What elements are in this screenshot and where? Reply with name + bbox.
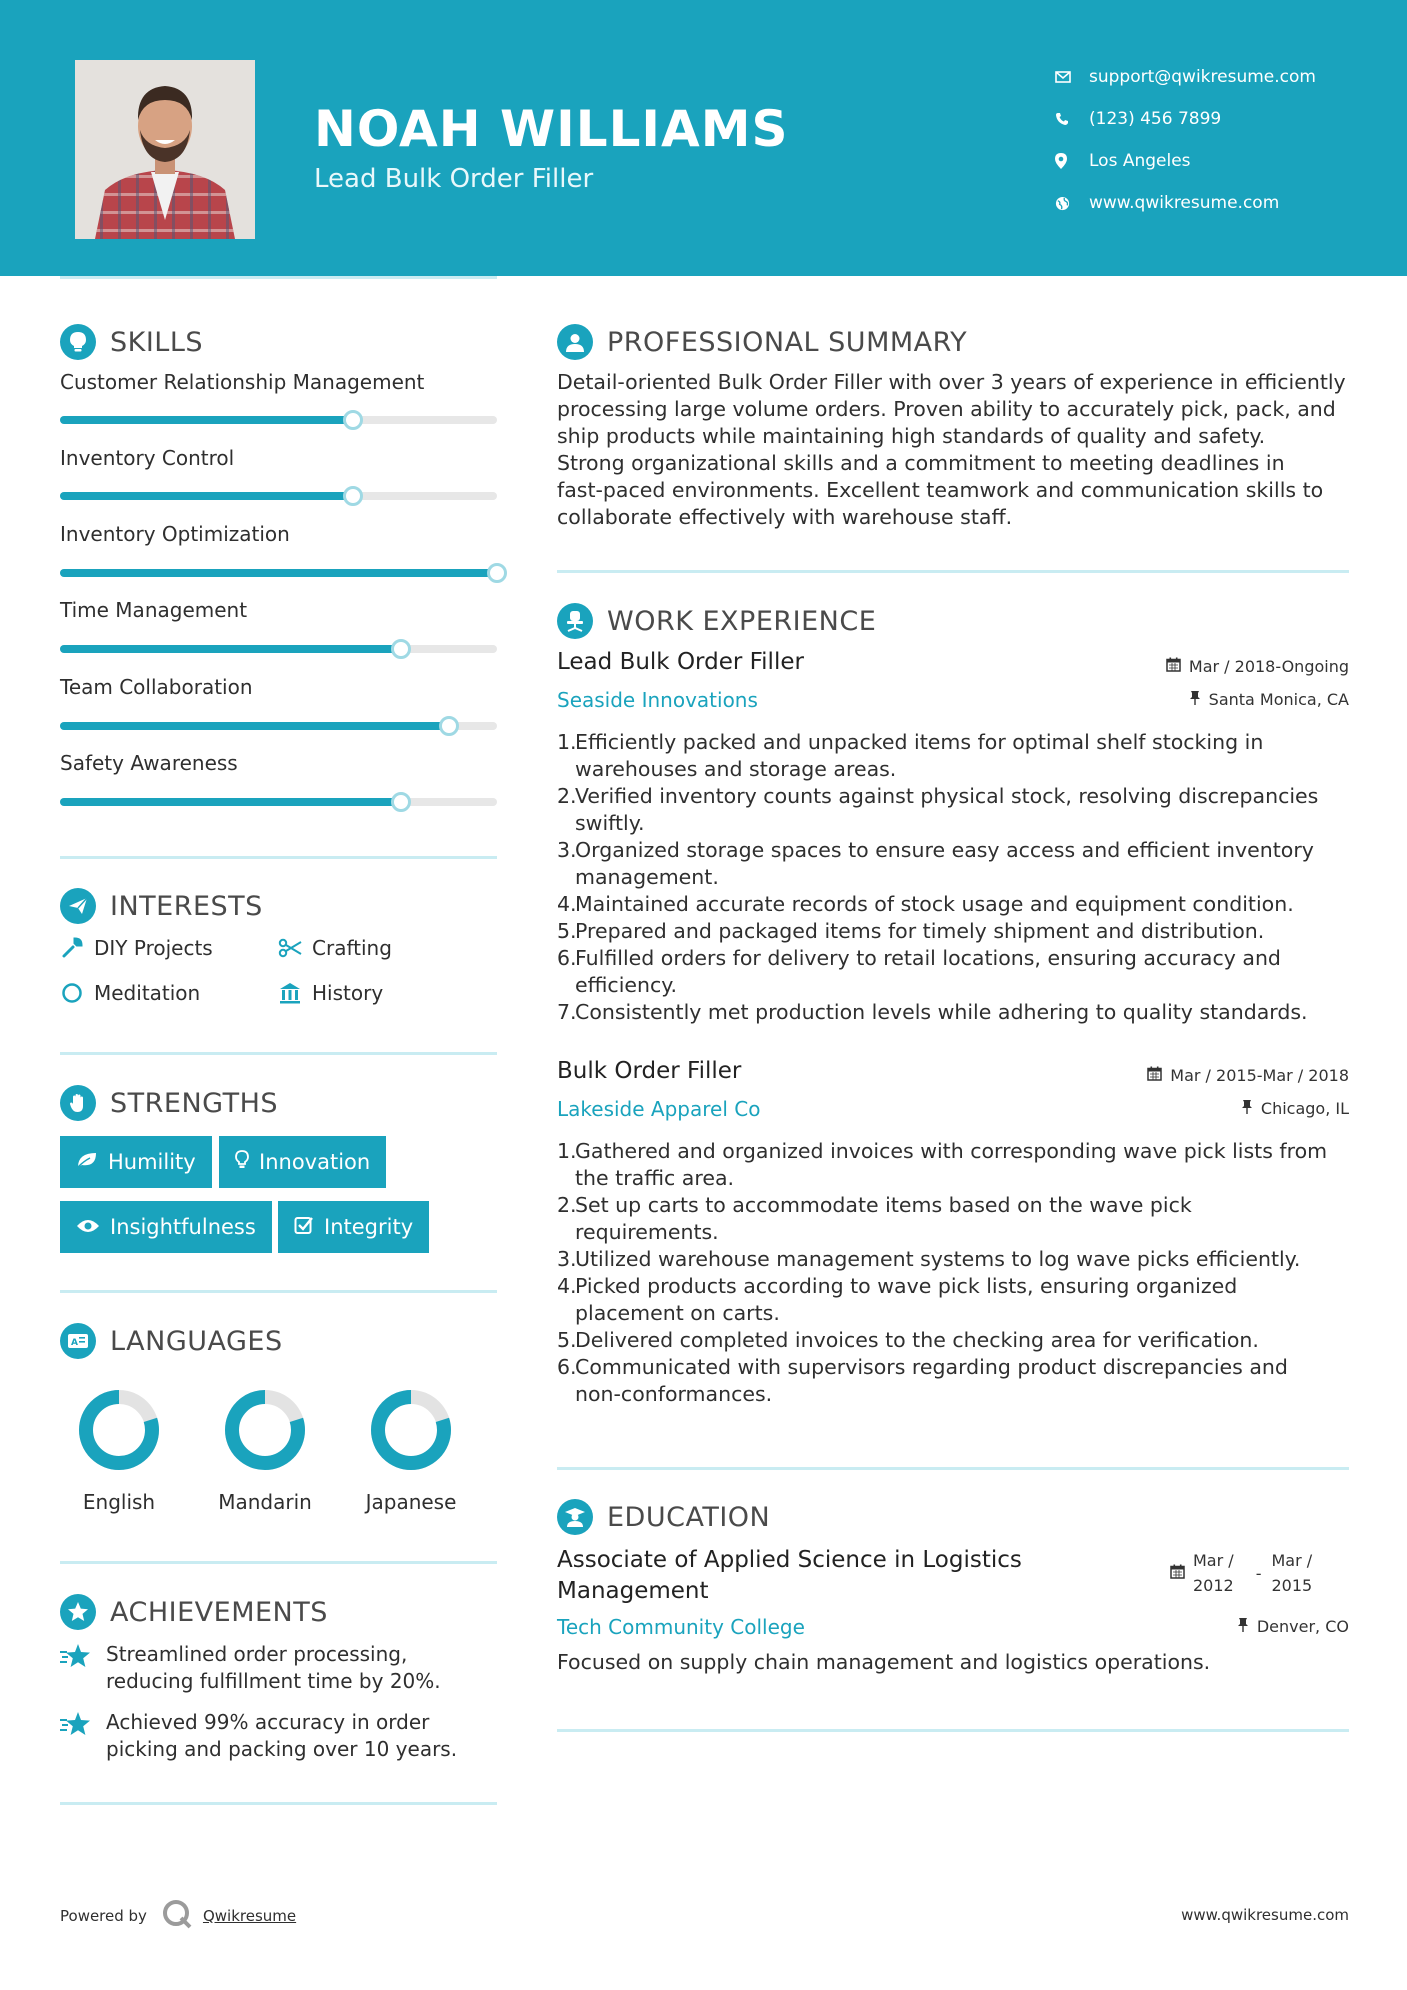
list-item: 4. Picked products according to wave pick lists, ensuring organized placement on carts. [557,1274,1238,1325]
map-pin-icon [1055,151,1089,171]
check-square-icon [294,1215,314,1240]
skill-label: Time Management [60,598,248,622]
globe-icon [1055,193,1089,213]
languages-heading [60,1323,283,1359]
skill-bar-knob [439,716,459,736]
job-dates [1147,1066,1349,1085]
hand-icon [60,1085,96,1121]
skill-bar [60,492,497,500]
star-icon [60,1709,94,1763]
contact-phone-text: (123) 456 7899 [1089,109,1222,129]
interest-label: Crafting [312,936,392,960]
job-dates-text: Mar / 2015-Mar / 2018 [1170,1066,1349,1085]
skill-bar [60,722,497,730]
list-item: 3. Organized storage spaces to ensure easy access and efficient inventory management. [557,838,1314,889]
list-item: 2. Verified inventory counts against physical stock, resolving discrepancies swiftly. [557,784,1319,835]
skills-title: SKILLS [110,326,204,358]
footer-website[interactable]: www.qwikresume.com [1181,1906,1349,1924]
skill-bar-knob [343,410,363,430]
languages-divider [60,1561,497,1564]
skill-bar [60,416,497,424]
strength-tag [60,1136,212,1188]
strength-label: Innovation [259,1150,371,1174]
achievement-item [60,1641,441,1695]
list-item: 1. Efficiently packed and unpacked items for optimal shelf stocking in warehouses and storage areas. [557,730,1264,781]
summary-heading [557,324,967,360]
education-heading [557,1499,770,1535]
skill-bar-fill [60,798,401,806]
interest-item [278,936,392,960]
svg-text:A: A [71,1338,78,1348]
skill-bar [60,645,497,653]
experience-divider [557,1467,1349,1470]
summary-line: fast-paced environments. Excellent teamwork and communication skills to [557,478,1324,502]
achievements-title: ACHIEVEMENTS [110,1596,328,1628]
list-item: 6. Communicated with supervisors regarding product discrepancies and non-conformances. [557,1355,1288,1406]
lightbulb-icon [60,324,96,360]
contact-location [1055,140,1316,182]
list-item: 7. Consistently met production levels while adhering to quality standards. [557,1000,1308,1024]
skill-label: Team Collaboration [60,675,253,699]
job-responsibilities [557,729,1357,1026]
skill-bar [60,798,497,806]
star-icon [60,1641,94,1695]
office-chair-icon [557,603,593,639]
candidate-role: Lead Bulk Order Filler [314,164,594,194]
calendar-icon [1166,657,1181,676]
strength-label: Humility [108,1150,196,1174]
language-label: Mandarin [218,1490,312,1514]
profile-photo [75,60,255,239]
education-school: Tech Community College [557,1615,805,1639]
experience-heading [557,603,876,639]
list-item: 3. Utilized warehouse management systems to log wave picks efficiently. [557,1247,1301,1271]
user-icon [557,324,593,360]
strength-tag [278,1201,429,1253]
achievement-text-line2: picking and packing over 10 years. [106,1737,458,1761]
skill-bar-knob [487,563,507,583]
envelope-icon [1055,67,1089,87]
skill-bar-knob [391,792,411,812]
contact-website-text: www.qwikresume.com [1089,193,1280,213]
summary-line: Detail-oriented Bulk Order Filler with over 3 years of experience in efficiently [557,370,1346,394]
skill-label: Customer Relationship Management [60,370,425,394]
achievement-item [60,1709,457,1763]
museum-icon [278,981,302,1005]
achievement-text-line2: reducing fulfillment time by 20%. [106,1669,441,1693]
header-banner [0,0,1407,276]
education-date-separator: - [1255,1563,1262,1583]
interest-label: DIY Projects [94,936,213,960]
job-company: Lakeside Apparel Co [557,1097,761,1121]
pushpin-icon [1237,1617,1249,1636]
qwikresume-link[interactable]: Qwikresume [202,1907,297,1925]
contact-website[interactable] [1055,182,1316,224]
skill-bar-knob [391,639,411,659]
skill-bar-fill [60,569,497,577]
language-ring-mandarin [220,1385,310,1475]
degree-title-line: Management [557,1578,709,1604]
eye-icon [76,1215,100,1239]
skill-bar-fill [60,645,401,653]
job-dates-text: Mar / 2018-Ongoing [1188,657,1349,676]
list-item: 5. Prepared and packaged items for timely shipment and distribution. [557,919,1265,943]
list-item: 1. Gathered and organized invoices with corresponding wave pick lists from the traffic area. [557,1139,1328,1190]
skills-divider [60,856,497,859]
education-start-date: Mar / 2012 [1193,1551,1234,1595]
strength-tag [219,1136,386,1188]
job-company: Seaside Innovations [557,688,758,712]
summary-line: Strong organizational skills and a commitment to meeting deadlines in [557,451,1285,475]
skill-label: Safety Awareness [60,751,238,775]
achievements-heading [60,1594,328,1630]
language-icon [60,1323,96,1359]
contact-phone[interactable] [1055,98,1316,140]
contact-list [1055,56,1316,224]
achievements-divider [60,1802,497,1805]
skill-bar-knob [343,486,363,506]
interests-divider [60,1052,497,1055]
language-label: Japanese [365,1490,457,1514]
calendar-icon [1170,1564,1185,1583]
footer-powered-by [60,1898,296,1934]
achievement-text-line1: Achieved 99% accuracy in order [106,1710,430,1734]
skill-bar-fill [60,492,353,500]
education-title: EDUCATION [607,1501,771,1533]
summary-divider [557,570,1349,573]
experience-title: WORK EXPERIENCE [607,605,877,637]
language-ring-english [74,1385,164,1475]
job-location [1189,690,1349,709]
skill-label: Inventory Control [60,446,235,470]
job-title: Bulk Order Filler [557,1058,742,1084]
job-dates [1166,657,1349,676]
strengths-divider [60,1290,497,1293]
strength-tag [60,1201,272,1253]
interest-item [278,981,383,1005]
list-item: 4. Maintained accurate records of stock usage and equipment condition. [557,892,1294,916]
qwikresume-logo-icon [161,1898,193,1934]
education-description: Focused on supply chain management and logistics operations. [557,1650,1211,1674]
degree-title [557,1545,1022,1607]
interests-title: INTERESTS [110,890,263,922]
header-left-divider [60,276,497,279]
job-location [1241,1099,1349,1118]
languages-title: LANGUAGES [110,1325,283,1357]
strengths-title: STRENGTHS [110,1087,279,1119]
language-ring-japanese [366,1385,456,1475]
pushpin-icon [1241,1099,1253,1118]
scissors-icon [278,936,302,960]
summary-line: processing large volume orders. Proven ability to accurately pick, pack, and [557,397,1336,421]
education-divider [557,1729,1349,1732]
candidate-name: NOAH WILLIAMS [314,100,789,158]
interests-heading [60,888,263,924]
list-item: 5. Delivered completed invoices to the checking area for verification. [557,1328,1259,1352]
summary-text [557,369,1357,531]
interest-label: History [312,981,384,1005]
skills-heading [60,324,203,360]
job-responsibilities [557,1138,1357,1408]
phone-icon [1055,109,1089,129]
interest-item [60,981,200,1005]
person-portrait-image [75,60,255,239]
strength-label: Insightfulness [110,1215,256,1239]
contact-email-text: support@qwikresume.com [1089,67,1316,87]
education-dates [1170,1548,1312,1598]
strengths-heading [60,1085,278,1121]
interest-item [60,936,213,960]
graduate-icon [557,1499,593,1535]
summary-line: collaborate effectively with warehouse staff. [557,505,1013,529]
degree-title-line: Associate of Applied Science in Logistics [557,1547,1022,1573]
education-location-text: Denver, CO [1256,1617,1349,1636]
skill-label: Inventory Optimization [60,522,290,546]
pushpin-icon [1189,690,1201,709]
skill-bar [60,569,497,577]
lightbulb-icon [235,1150,249,1175]
wrench-icon [60,936,84,960]
list-item: 2. Set up carts to accommodate items based on the wave pick requirements. [557,1193,1192,1244]
education-location [1237,1617,1349,1636]
list-item: 6. Fulfilled orders for delivery to retail locations, ensuring accuracy and efficiency. [557,946,1281,997]
language-label: English [82,1490,156,1514]
leaf-icon [76,1150,98,1174]
interest-label: Meditation [94,981,201,1005]
achievement-text-line1: Streamlined order processing, [106,1642,408,1666]
skill-bar-fill [60,416,353,424]
education-end-date: Mar / 2015 [1271,1551,1313,1595]
job-location-text: Santa Monica, CA [1208,690,1349,709]
summary-line: ship products while maintaining high standards of quality and safety. [557,424,1266,448]
contact-email[interactable] [1055,56,1316,98]
powered-by-label: Powered by [60,1907,147,1925]
star-badge-icon [60,1594,96,1630]
calendar-icon [1147,1066,1162,1085]
contact-location-text: Los Angeles [1089,151,1191,171]
paper-plane-icon [60,888,96,924]
skill-bar-fill [60,722,449,730]
summary-title: PROFESSIONAL SUMMARY [607,326,968,358]
job-title: Lead Bulk Order Filler [557,649,804,675]
job-location-text: Chicago, IL [1260,1099,1349,1118]
strength-label: Integrity [324,1215,414,1239]
circle-icon [60,981,84,1005]
